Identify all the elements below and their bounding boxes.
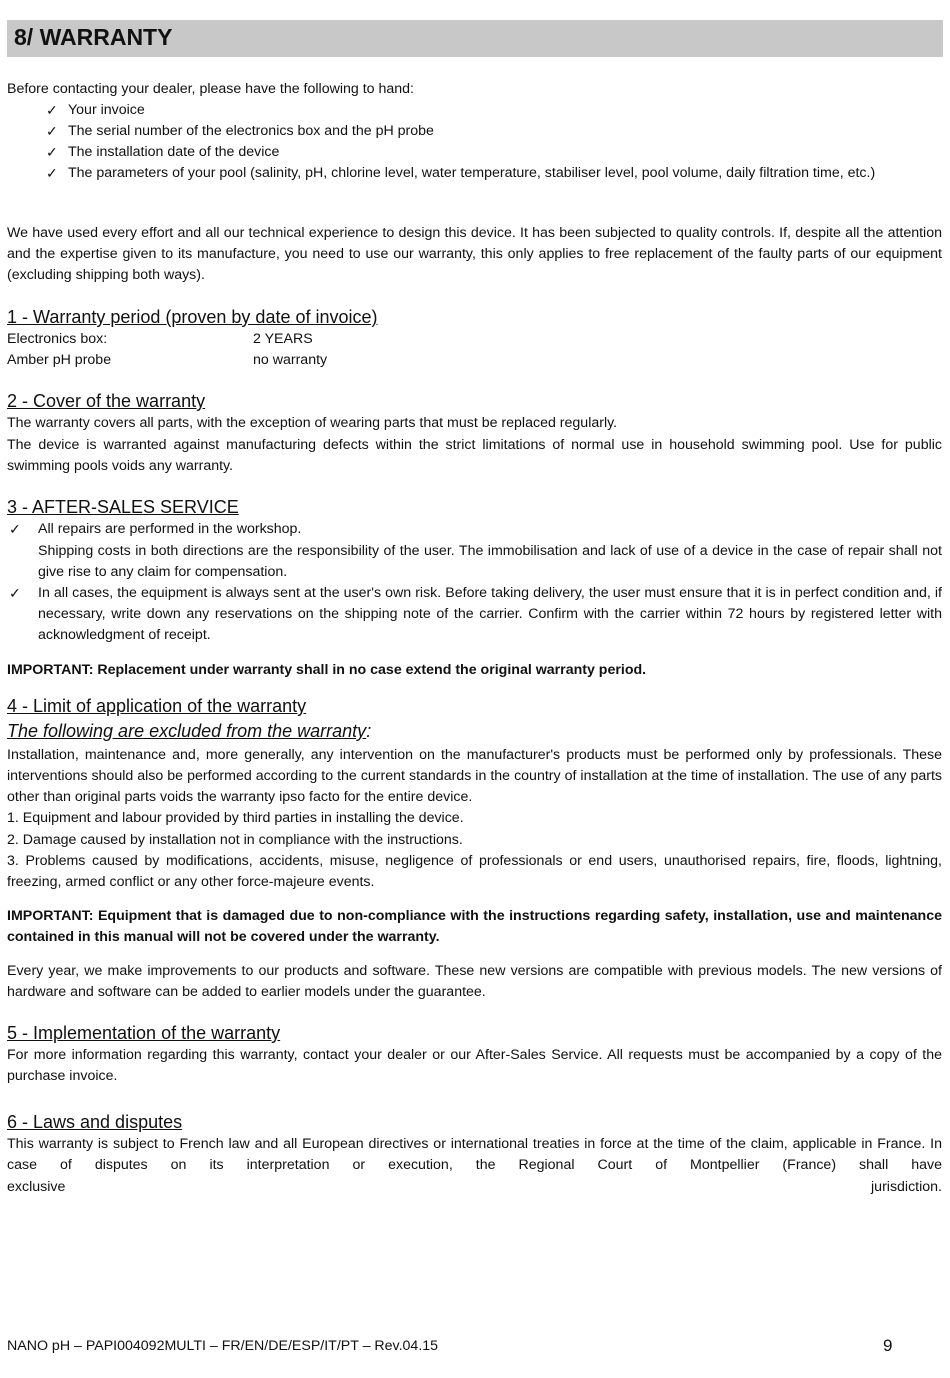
heading-warranty-period: 1 - Warranty period (proven by date of invoice) [7,307,378,327]
checkmark-icon: ✓ [9,521,21,537]
checkmark-icon: ✓ [46,102,58,118]
important-note: IMPORTANT: Equipment that is damaged due to non-compliance with the instructions regarding safety, installation, use and maintenance contained in this manual will not be covered under the warranty. [7,908,942,946]
page-number: 9 [883,1336,893,1355]
checklist-item: The parameters of your pool (salinity, pH, chlorine level, water temperature, stabiliser level, pool volume, daily filtration time, etc.) [68,165,876,181]
checklist-item: Your invoice [68,102,145,118]
heading-implementation: 5 - Implementation of the warranty [7,1023,281,1043]
laws-last-word-right: jurisdiction. [871,1179,942,1195]
heading-limit: 4 - Limit of application of the warranty [7,696,307,716]
checklist-item: The serial number of the electronics box and the pH probe [68,123,434,139]
exclusion-item: 3. Problems caused by modifications, accidents, misuse, negligence of professionals or end users, unauthorised repairs, fire, floods, lightning, freezing, armed conflict or any other force-majeure events. [7,853,942,891]
page-title: 8/ WARRANTY [14,24,173,50]
intro-text: Before contacting your dealer, please have the following to hand: [7,81,414,97]
heading-laws: 6 - Laws and disputes [7,1112,183,1132]
after-sales-item: In all cases, the equipment is always sent at the user's own risk. Before taking delivery, the user must ensure that it is in perfect condition and, if necessary, write down any reservations on the shipping note of the carrier. Confirm with the carrier within 72 hours by registered letter with acknowledgment of receipt. [38,585,942,644]
section-title-banner [7,20,943,57]
implementation-paragraph: For more information regarding this warranty, contact your dealer or our After-Sales Service. All requests must be accompanied by a copy of the purchase invoice. [7,1047,942,1085]
intro-paragraph: We have used every effort and all our technical experience to design this device. It has been subjected to quality controls. If, despite all the attention and the expertise given to its manufacture, you need to use our warranty, this only applies to free replacement of the faulty parts of our equipment (excluding shipping both ways). [7,225,942,284]
row-value: 2 YEARS [253,331,313,347]
laws-last-line [7,1177,942,1198]
important-note: IMPORTANT: Replacement under warranty shall in no case extend the original warranty period. [7,662,647,678]
checkmark-icon: ✓ [46,123,58,139]
row-label: Amber pH probe [7,352,112,368]
checkmark-icon: ✓ [9,585,21,601]
checkmark-icon: ✓ [46,144,58,160]
cover-line: The warranty covers all parts, with the exception of wearing parts that must be replaced regularly. [7,415,618,431]
checklist-item: The installation date of the device [68,144,280,160]
after-sales-item: Shipping costs in both directions are the responsibility of the user. The immobilisation and lack of use of a device in the case of repair shall not give rise to any claim for compensation. [38,543,942,581]
laws-paragraph: This warranty is subject to French law and all European directives or international treaties in force at the time of the claim, applicable in France. In case of disputes on its interpretation or execution, the Regional Court of Montpellier (France) shall have [7,1136,942,1174]
page-footer: NANO pH – PAPI004092MULTI – FR/EN/DE/ESP/IT/PT – Rev.04.15 [7,1338,439,1354]
improvements-paragraph: Every year, we make improvements to our products and software. These new versions are compatible with previous models. The new versions of hardware and software can be added to earlier models under the guarantee. [7,963,942,1001]
laws-last-word-left: exclusive [7,1179,66,1195]
row-label: Electronics box: [7,331,108,347]
after-sales-item: All repairs are performed in the workshop. [38,521,302,537]
checkmark-icon: ✓ [46,165,58,181]
row-value: no warranty [253,352,328,368]
limit-paragraph: Installation, maintenance and, more generally, any intervention on the manufacturer's products must be performed only by professionals. These interventions should also be performed according to the current standards in the country of installation at the time of installation. The use of any parts other than original parts voids the warranty ipso facto for the entire device. [7,747,942,806]
heading-after-sales: 3 - AFTER-SALES SERVICE [7,497,239,517]
heading-cover: 2 - Cover of the warranty [7,391,206,411]
exclusion-item: 2. Damage caused by installation not in compliance with the instructions. [7,832,463,848]
exclusion-item: 1. Equipment and labour provided by third parties in installing the device. [7,810,464,826]
cover-paragraph: The device is warranted against manufacturing defects within the strict limitations of normal use in household swimming pool. Use for public swimming pools voids any warranty. [7,437,942,475]
subheading-exclusions: The following are excluded from the warranty: [7,721,372,741]
